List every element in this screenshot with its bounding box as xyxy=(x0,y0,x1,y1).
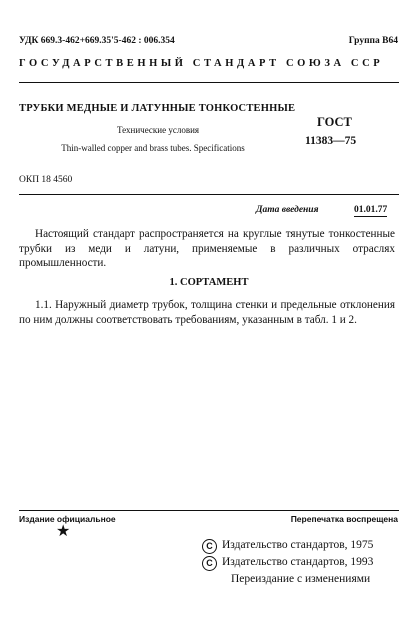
state-standard-heading: ГОСУДАРСТВЕННЫЙ СТАНДАРТ СОЮЗА ССР xyxy=(19,58,384,69)
okp-code: ОКП 18 4560 xyxy=(19,175,73,185)
document-title-en: Thin-walled copper and brass tubes. Specifications xyxy=(61,143,245,153)
top-divider xyxy=(19,82,399,83)
paragraph-1-1: 1.1. Наружный диаметр трубок, толщина стенки и предельные отклонения по ним должны соответствовать требованиям, указанным в табл. 1 и 2. xyxy=(19,299,395,326)
star-icon: ★ xyxy=(56,523,71,540)
udk-code: УДК 669.3-462+669.35'5-462 : 006.354 xyxy=(19,36,175,46)
gost-label: ГОСТ xyxy=(317,115,352,129)
document-title-ru: ТРУБКИ МЕДНЫЕ И ЛАТУННЫЕ ТОНКОСТЕННЫЕ xyxy=(19,103,296,114)
intro-date-label: Дата введения xyxy=(256,205,319,215)
reprint-prohibited-label: Перепечатка воспрещена xyxy=(290,514,398,524)
group-code: Группа В64 xyxy=(348,36,398,46)
copyright-icon: С xyxy=(202,539,217,554)
copyright-text-1: Издательство стандартов, 1975 xyxy=(222,539,374,551)
reissue-note: Переиздание с изменениями xyxy=(231,573,371,585)
copyright-line-2 xyxy=(202,556,373,571)
copyright-icon: С xyxy=(202,556,217,571)
copyright-text-2: Издательство стандартов, 1993 xyxy=(222,556,374,568)
intro-paragraph: Настоящий стандарт распространяется на круглые тянутые тонкостенные трубки из меди и латуни, применяемые в различных отраслях промышленности. xyxy=(19,228,395,270)
footer-divider xyxy=(19,510,399,511)
document-subtitle-ru: Технические условия xyxy=(117,125,200,135)
intro-date-value: 01.01.77 xyxy=(354,205,388,215)
middle-divider xyxy=(19,194,399,195)
copyright-line-1 xyxy=(202,539,373,554)
gost-number: 11383—75 xyxy=(305,135,357,147)
section-heading: 1. СОРТАМЕНТ xyxy=(169,277,249,288)
official-edition-label: Издание официальное xyxy=(19,514,116,524)
